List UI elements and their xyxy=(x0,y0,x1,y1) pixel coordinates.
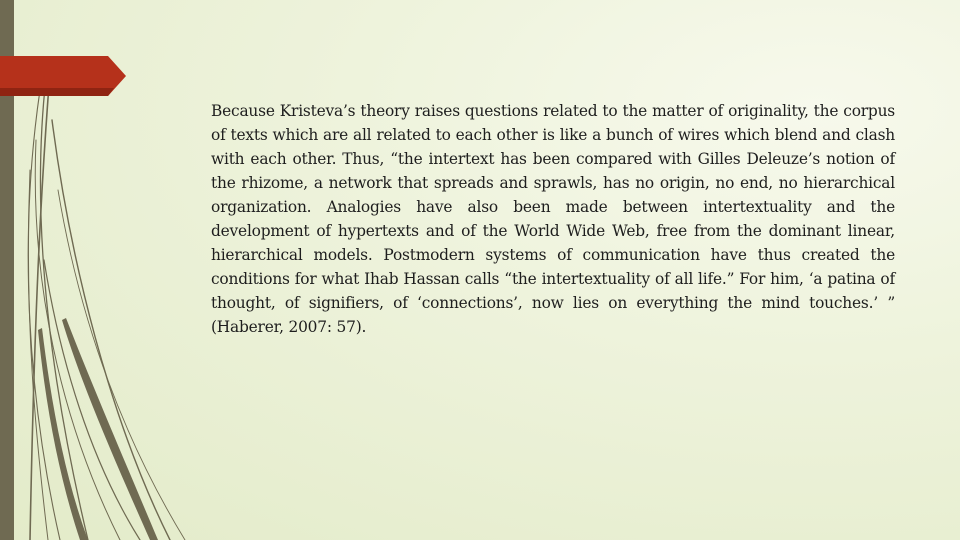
accent-tab xyxy=(0,56,126,96)
body-paragraph: Because Kristeva’s theory raises questions related to the matter of originality, the corpus of texts which are all related to each other is like a bunch of wires which blend and clash with each other. Thus, “the intertext has been compared with Gilles Deleuze’s notion of the rhizome, a network that spreads and sprawls, has no origin, no end, no hierarchical organization. Analogies have also been made between intertextuality and the development of hypertexts and of the World Wide Web, free from the dominant linear, hierarchical models. Postmodern systems of communication have thus created the conditions for what Ihab Hassan calls “the intertextuality of all life.” For him, ‘a patina of thought, of signifiers, of ‘connections’, now lies on everything the mind touches.’ ” (Haberer, 2007: 57). xyxy=(211,102,895,336)
